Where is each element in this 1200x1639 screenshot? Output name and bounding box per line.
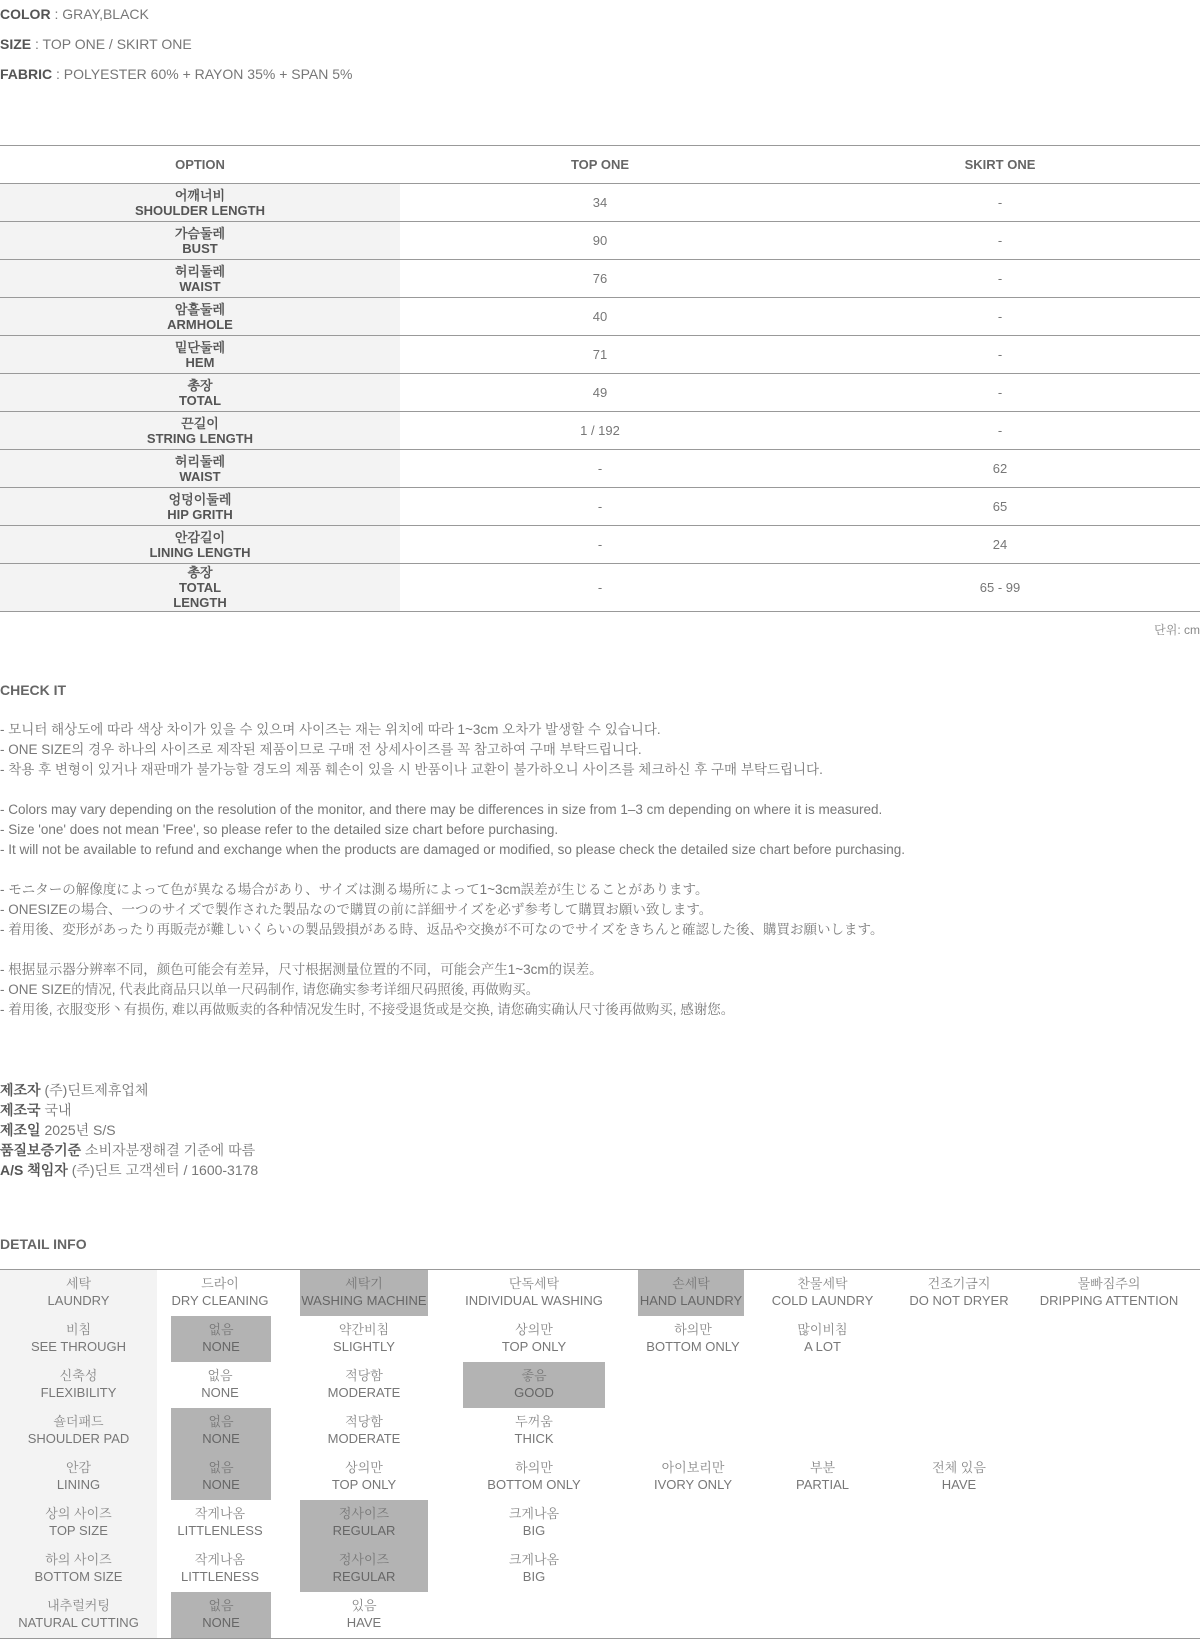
detail-option (640, 1454, 746, 1500)
detail-option-ko: 찬물세탁 (797, 1276, 848, 1291)
top-value: 1 / 192 (400, 412, 800, 450)
top-value: 40 (400, 298, 800, 336)
table-row (0, 260, 1200, 298)
spec-value: : GRAY,BLACK (50, 6, 149, 22)
table-row (0, 412, 1200, 450)
detail-option-en: HAVE (941, 1477, 977, 1492)
detail-option-en: NONE (201, 1385, 239, 1400)
option-ko: 밑단둘레 (174, 339, 226, 355)
detail-row (0, 1408, 1200, 1454)
detail-option-en: LITTLENESS (180, 1569, 260, 1584)
detail-option-en: HAND LAUNDRY (639, 1293, 743, 1308)
skirt-value: 65 - 99 (800, 564, 1200, 612)
detail-option-en: A LOT (804, 1339, 841, 1354)
skirt-value: 24 (800, 526, 1200, 564)
detail-option-en: INDIVIDUAL WASHING (465, 1293, 603, 1308)
skirt-value: 62 (800, 450, 1200, 488)
detail-option (170, 1270, 270, 1316)
detail-head-en: NATURAL CUTTING (18, 1615, 139, 1630)
detail-option-ko: 없음 (208, 1598, 234, 1613)
maker-value: (주)딘트 고객센터 / 1600-3178 (67, 1162, 259, 1178)
top-value: - (400, 488, 800, 526)
header-option: OPTION (0, 146, 400, 184)
maker-value: (주)딘트제휴업체 (40, 1082, 149, 1098)
maker-row (0, 1080, 258, 1100)
check-it-title: CHECK IT (0, 682, 67, 698)
option-ko: 암홀둘레 (174, 301, 226, 317)
top-value: - (400, 564, 800, 612)
detail-option-en: DO NOT DRYER (909, 1293, 1009, 1308)
spec-value: : TOP ONE / SKIRT ONE (31, 36, 192, 52)
maker-value: 소비자분쟁해결 기준에 따름 (81, 1142, 256, 1158)
detail-row (0, 1500, 1200, 1546)
option-ko: 허리둘레 (174, 453, 226, 469)
detail-option (463, 1454, 605, 1500)
detail-option-ko: 정사이즈 (338, 1506, 390, 1521)
header-skirt-one: SKIRT ONE (800, 146, 1200, 184)
top-value: 49 (400, 374, 800, 412)
spec-label: SIZE (0, 36, 32, 52)
option-en: BUST (182, 240, 218, 256)
option-en: STRING LENGTH (146, 430, 254, 446)
note-line: - ONE SIZE的情况, 代表此商品只以单一尺码制作, 请您确实参考详细尺码照後, 再做购买。 (0, 982, 540, 997)
detail-option-en: COLD LAUNDRY (771, 1293, 874, 1308)
detail-head-en: SEE THROUGH (30, 1339, 127, 1354)
note-line: - 着用後、変形があったり再販売が難しいくらいの製品毀損がある時、返品や交換が不可なのでサイズをきちんと確認した後、購買お願いします。 (0, 922, 884, 937)
note-block (0, 960, 905, 1020)
note-line: - ONE SIZE의 경우 하나의 사이즈로 제작된 제품이므로 구매 전 상세사이즈를 꼭 참고하여 구매 부탁드립니다. (0, 742, 642, 757)
maker-label: 품질보증기준 (0, 1142, 82, 1158)
detail-head-ko: 안감 (65, 1460, 92, 1475)
option-en: WAIST (179, 278, 221, 294)
detail-option-ko: 세탁기 (345, 1276, 383, 1291)
detail-option-en: LITTLENLESS (177, 1523, 263, 1538)
option-ko: 끈길이 (181, 415, 219, 431)
detail-row-head (0, 1454, 157, 1500)
detail-option-ko: 드라이 (201, 1276, 239, 1291)
detail-option-en: SLIGHTLY (333, 1339, 395, 1354)
option-en: SHOULDER LENGTH (135, 202, 265, 218)
option-label (0, 260, 400, 298)
table-row (0, 526, 1200, 564)
detail-option-en: MODERATE (327, 1385, 401, 1400)
detail-head-ko: 상의 사이즈 (45, 1506, 112, 1521)
option-label (0, 526, 400, 564)
note-block (0, 720, 905, 780)
detail-option-ko: 없음 (208, 1460, 234, 1475)
skirt-value: - (800, 374, 1200, 412)
option-ko: 총장 (187, 377, 213, 393)
detail-option-ko: 작게나옴 (194, 1506, 246, 1521)
detail-row-head (0, 1316, 157, 1362)
detail-info-title: DETAIL INFO (0, 1236, 87, 1252)
detail-option (463, 1270, 605, 1316)
detail-option-en: HAVE (346, 1615, 382, 1630)
detail-row-head (0, 1408, 157, 1454)
skirt-value: 65 (800, 488, 1200, 526)
table-row (0, 450, 1200, 488)
table-row (0, 298, 1200, 336)
spec-size (0, 36, 192, 52)
skirt-value: - (800, 184, 1200, 222)
note-line: - 根据显示器分辨率不同，颜色可能会有差异，尺寸根据测量位置的不同，可能会产生1~3cm的误差。 (0, 962, 603, 977)
top-value: 34 (400, 184, 800, 222)
option-ko: 어깨너비 (174, 187, 226, 203)
note-line: - Size 'one' does not mean 'Free', so please refer to the detailed size chart before purchasing. (0, 822, 559, 837)
note-line: - It will not be available to refund and exchange when the products are damaged or modified, so please check the detailed size chart before purchasing. (0, 842, 906, 857)
detail-option-ko: 두꺼움 (515, 1414, 553, 1429)
spec-label: FABRIC (0, 66, 53, 82)
detail-option (170, 1546, 270, 1592)
option-label (0, 450, 400, 488)
maker-label: 제조일 (0, 1122, 41, 1138)
maker-label: 제조자 (0, 1082, 41, 1098)
maker-row (0, 1100, 258, 1120)
option-en: HIP GRITH (167, 506, 233, 522)
detail-option (900, 1454, 1018, 1500)
detail-option-ko: 아이보리만 (661, 1460, 725, 1475)
detail-head-ko: 내추럴커팅 (47, 1598, 110, 1613)
detail-option-en: GOOD (514, 1385, 554, 1400)
detail-option (170, 1500, 270, 1546)
detail-option (640, 1316, 746, 1362)
detail-row-head (0, 1546, 157, 1592)
option-ko: 가슴둘레 (174, 225, 226, 241)
detail-option-en: NONE (202, 1477, 240, 1492)
top-value: - (400, 450, 800, 488)
skirt-value: - (800, 298, 1200, 336)
detail-option-en: TOP ONLY (501, 1339, 567, 1354)
detail-option-ko: 부분 (809, 1460, 836, 1475)
detail-option-ko: 상의만 (345, 1460, 383, 1475)
detail-row-head (0, 1362, 157, 1408)
skirt-value: - (800, 222, 1200, 260)
detail-option-selected (171, 1316, 271, 1362)
check-it-notes (0, 720, 905, 1040)
option-en: HEM (185, 354, 215, 370)
detail-option (745, 1316, 900, 1362)
maker-row (0, 1160, 258, 1180)
option-ko: 엉덩이둘레 (168, 491, 232, 507)
detail-option-ko: 많이비침 (797, 1322, 848, 1337)
option-ko: 총장 (187, 565, 213, 580)
detail-head-en: TOP SIZE (49, 1523, 108, 1538)
detail-option-ko: 상의만 (515, 1322, 553, 1337)
table-row (0, 488, 1200, 526)
maker-row (0, 1140, 258, 1160)
option-en2: LENGTH (173, 595, 227, 610)
maker-value: 국내 (40, 1102, 72, 1118)
option-label (0, 564, 400, 612)
detail-option-en: BIG (522, 1569, 546, 1584)
detail-option-ko: 물빠짐주의 (1077, 1276, 1141, 1291)
detail-head-en: LAUNDRY (47, 1293, 110, 1308)
detail-option-ko: 없음 (208, 1414, 234, 1429)
size-table-body (0, 184, 1200, 612)
note-line: - 着用後, 衣服变形丶有损伤, 难以再做贩卖的各种情况发生时, 不接受退货或是交换, 请您确实确认尺寸後再做购买, 感谢您。 (0, 1002, 735, 1017)
detail-head-ko: 숄더패드 (53, 1414, 104, 1429)
detail-option-ko: 적당함 (345, 1414, 383, 1429)
detail-option (1018, 1270, 1200, 1316)
note-line: - 착용 후 변형이 있거나 재판매가 불가능할 경도의 제품 훼손이 있을 시 반품이나 교환이 불가하오니 사이즈를 체크하신 후 구매 부탁드립니다. (0, 762, 823, 777)
detail-option (170, 1362, 270, 1408)
maker-label: 제조국 (0, 1102, 41, 1118)
option-label (0, 374, 400, 412)
detail-row (0, 1270, 1200, 1316)
detail-option-ko: 있음 (351, 1598, 377, 1613)
detail-option (745, 1454, 900, 1500)
detail-option (900, 1270, 1018, 1316)
detail-option-ko: 없음 (208, 1322, 234, 1337)
table-row (0, 564, 1200, 612)
note-line: - 모니터 해상도에 따라 색상 차이가 있을 수 있으며 사이즈는 재는 위치에 따라 1~3cm 오차가 발생할 수 있습니다. (0, 722, 661, 737)
detail-head-en: LINING (56, 1477, 101, 1492)
detail-row-head (0, 1270, 157, 1316)
top-value: 76 (400, 260, 800, 298)
detail-option-en: THICK (514, 1431, 554, 1446)
detail-option-selected (171, 1454, 271, 1500)
table-row (0, 184, 1200, 222)
detail-row (0, 1316, 1200, 1362)
detail-option-ko: 적당함 (345, 1368, 383, 1383)
detail-row-head (0, 1500, 157, 1546)
detail-option-ko: 건조기금지 (927, 1276, 991, 1291)
option-en: WAIST (179, 468, 221, 484)
option-en: ARMHOLE (167, 316, 233, 332)
skirt-value: - (800, 336, 1200, 374)
spec-label: COLOR (0, 6, 51, 22)
option-label (0, 298, 400, 336)
option-en: TOTAL (178, 392, 222, 408)
detail-option-en: REGULAR (332, 1569, 396, 1584)
detail-option (300, 1454, 428, 1500)
detail-head-ko: 하의 사이즈 (45, 1552, 112, 1567)
maker-info (0, 1080, 258, 1180)
detail-option (463, 1500, 605, 1546)
detail-head-ko: 비침 (65, 1322, 92, 1337)
detail-option-en: BIG (522, 1523, 546, 1538)
top-value: 71 (400, 336, 800, 374)
note-block (0, 800, 905, 860)
detail-option-ko: 없음 (207, 1368, 233, 1383)
spec-color (0, 6, 149, 22)
detail-option-selected (463, 1362, 605, 1408)
detail-option-selected (171, 1592, 271, 1638)
table-row (0, 336, 1200, 374)
detail-option (463, 1408, 605, 1454)
detail-option (463, 1316, 605, 1362)
detail-head-en: BOTTOM SIZE (34, 1569, 123, 1584)
detail-row (0, 1592, 1200, 1638)
detail-row (0, 1454, 1200, 1500)
detail-option-ko: 전체 있음 (932, 1460, 986, 1475)
note-line: - モニターの解像度によって色が異なる場合があり、サイズは測る場所によって1~3cm誤差が生じることがあります。 (0, 882, 709, 897)
table-row (0, 374, 1200, 412)
note-line: - Colors may vary depending on the resolution of the monitor, and there may be differences in size from 1–3 cm depending on where it is measured. (0, 802, 883, 817)
option-label (0, 222, 400, 260)
skirt-value: - (800, 260, 1200, 298)
detail-option-en: BOTTOM ONLY (646, 1339, 740, 1354)
unit-label: 단위: cm (1154, 623, 1200, 637)
detail-option-ko: 약간비침 (338, 1322, 390, 1337)
maker-row (0, 1120, 258, 1140)
detail-head-en: FLEXIBILITY (40, 1385, 117, 1400)
detail-option-selected (638, 1270, 744, 1316)
detail-option-en: MODERATE (327, 1431, 401, 1446)
option-label (0, 488, 400, 526)
option-en: TOTAL (178, 580, 222, 595)
option-label (0, 184, 400, 222)
detail-option (463, 1546, 605, 1592)
detail-option-en: NONE (202, 1431, 240, 1446)
detail-option-en: IVORY ONLY (653, 1477, 733, 1492)
maker-value: 2025년 S/S (40, 1122, 116, 1138)
detail-option-ko: 정사이즈 (338, 1552, 390, 1567)
detail-option-ko: 크게나옴 (508, 1506, 560, 1521)
detail-option-selected (300, 1270, 428, 1316)
detail-option-en: DRY CLEANING (171, 1293, 269, 1308)
detail-option-en: WASHING MACHINE (301, 1293, 427, 1308)
note-line: - ONESIZEの場合、一つのサイズで製作された製品なので購買の前に詳細サイズを必ず参考して購買お願い致します。 (0, 902, 713, 917)
detail-row (0, 1546, 1200, 1592)
option-label (0, 336, 400, 374)
detail-option-selected (300, 1500, 428, 1546)
maker-label: A/S 책임자 (0, 1162, 68, 1178)
detail-option-ko: 작게나옴 (194, 1552, 246, 1567)
size-table-header (0, 146, 1200, 184)
detail-option-en: DRIPPING ATTENTION (1039, 1293, 1179, 1308)
detail-option-en: TOP ONLY (331, 1477, 397, 1492)
detail-option-en: REGULAR (332, 1523, 396, 1538)
detail-option-selected (171, 1408, 271, 1454)
detail-head-en: SHOULDER PAD (27, 1431, 130, 1446)
option-ko: 허리둘레 (174, 263, 226, 279)
detail-option (300, 1408, 428, 1454)
detail-option (745, 1270, 900, 1316)
skirt-value: - (800, 412, 1200, 450)
detail-row (0, 1362, 1200, 1408)
option-en: LINING LENGTH (149, 544, 251, 560)
option-ko: 안감길이 (174, 529, 226, 545)
detail-row-head (0, 1592, 157, 1638)
detail-option (300, 1316, 428, 1362)
detail-option-ko: 손세탁 (672, 1276, 710, 1291)
header-top-one: TOP ONE (400, 146, 800, 184)
note-block (0, 880, 905, 940)
spec-fabric (0, 66, 352, 82)
option-label (0, 412, 400, 450)
detail-option (300, 1362, 428, 1408)
detail-option-selected (300, 1546, 428, 1592)
detail-head-ko: 세탁 (65, 1276, 92, 1291)
detail-option-en: NONE (202, 1615, 240, 1630)
size-table (0, 145, 1200, 612)
detail-option-en: BOTTOM ONLY (487, 1477, 581, 1492)
detail-option (300, 1592, 428, 1638)
detail-option-ko: 좋음 (521, 1368, 547, 1383)
detail-option-ko: 단독세탁 (508, 1276, 560, 1291)
spec-value: : POLYESTER 60% + RAYON 35% + SPAN 5% (52, 66, 353, 82)
detail-option-en: NONE (202, 1339, 240, 1354)
top-value: - (400, 526, 800, 564)
top-value: 90 (400, 222, 800, 260)
detail-option-ko: 하의만 (674, 1322, 712, 1337)
detail-option-ko: 하의만 (515, 1460, 553, 1475)
detail-option-en: PARTIAL (796, 1477, 849, 1492)
detail-head-ko: 신축성 (59, 1368, 98, 1383)
detail-option-ko: 크게나옴 (508, 1552, 560, 1567)
table-row (0, 222, 1200, 260)
detail-info-table (0, 1269, 1200, 1639)
